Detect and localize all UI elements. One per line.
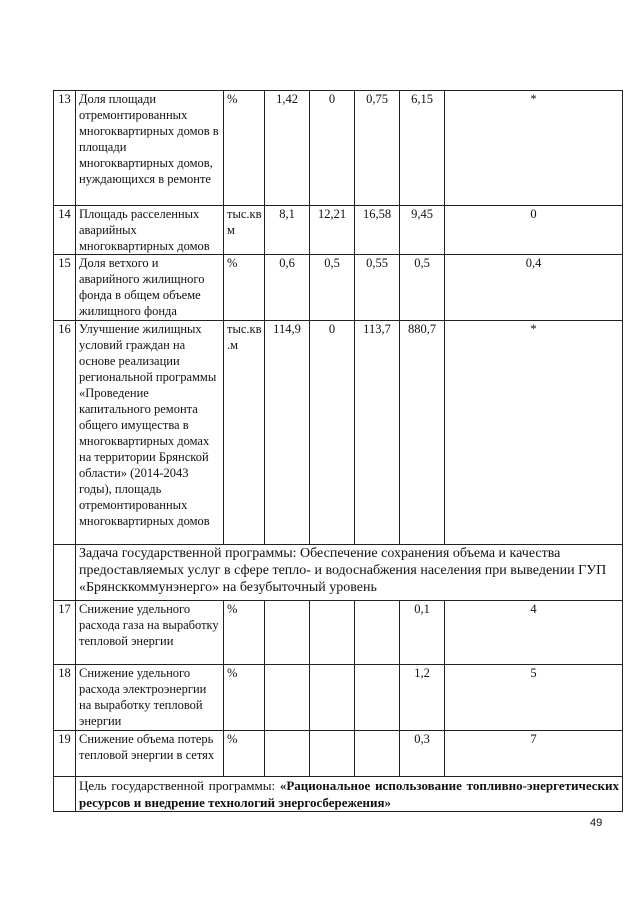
value-cell: 0,55 [355, 255, 400, 321]
value-cell [265, 601, 310, 665]
value-cell: 880,7 [400, 321, 445, 545]
value-cell: 12,21 [310, 206, 355, 255]
value-cell [310, 665, 355, 731]
goal-heading [76, 777, 623, 812]
value-cell [355, 731, 400, 777]
row-number: 14 [54, 206, 76, 255]
value-cell: 0 [310, 91, 355, 206]
unit-cell: % [224, 255, 265, 321]
value-cell: 0,5 [400, 255, 445, 321]
table-row [54, 255, 623, 321]
unit-cell: % [224, 665, 265, 731]
goal-row [54, 777, 623, 812]
unit-cell: % [224, 731, 265, 777]
table-row [54, 91, 623, 206]
value-cell: 0,5 [310, 255, 355, 321]
row-number: 13 [54, 91, 76, 206]
value-cell: 114,9 [265, 321, 310, 545]
value-cell: 1,42 [265, 91, 310, 206]
indicators-table [53, 90, 623, 812]
value-cell: 9,45 [400, 206, 445, 255]
task-heading: Задача государственной программы: Обеспечение сохранения объема и качества предоставляемых услуг в сфере тепло- и водоснабжения населения при выведении ГУП «Брянсккоммунэнерго» на безубыточный уровень [76, 545, 623, 601]
value-cell: * [445, 321, 623, 545]
indicator-name: Площадь расселенных аварийных многоквартирных домов [76, 206, 224, 255]
task-row [54, 545, 623, 601]
unit-cell: тыс.кв .м [224, 321, 265, 545]
table-row [54, 206, 623, 255]
goal-title: «Рациональное использование топливно-энергетических ресурсов и внедрение технологий энергосбережения» [79, 778, 619, 810]
indicator-name: Доля ветхого и аварийного жилищного фонда в общем объеме жилищного фонда [76, 255, 224, 321]
value-cell [355, 601, 400, 665]
value-cell: 8,1 [265, 206, 310, 255]
row-number: 16 [54, 321, 76, 545]
table-row [54, 731, 623, 777]
indicator-name: Снижение объема потерь тепловой энергии в сетях [76, 731, 224, 777]
value-cell: 0,4 [445, 255, 623, 321]
table-row [54, 665, 623, 731]
value-cell: 5 [445, 665, 623, 731]
page-number: 49 [590, 817, 603, 829]
value-cell: 0,6 [265, 255, 310, 321]
unit-cell: % [224, 91, 265, 206]
unit-cell: тыс.кв м [224, 206, 265, 255]
value-cell: 0,1 [400, 601, 445, 665]
value-cell: 0,75 [355, 91, 400, 206]
row-number: 19 [54, 731, 76, 777]
indicator-name: Снижение удельного расхода газа на выработку тепловой энергии [76, 601, 224, 665]
value-cell: 1,2 [400, 665, 445, 731]
value-cell: * [445, 91, 623, 206]
value-cell [310, 731, 355, 777]
value-cell: 7 [445, 731, 623, 777]
indicator-name: Улучшение жилищных условий граждан на основе реализации региональной программы «Проведение капитального ремонта общего имущества в многоквартирных домах на территории Брянской области» (2014-2043 годы), площадь отремонтированных многоквартирных домов [76, 321, 224, 545]
value-cell: 0 [310, 321, 355, 545]
table-row [54, 601, 623, 665]
unit-cell: % [224, 601, 265, 665]
value-cell [265, 665, 310, 731]
goal-prefix: Цель государственной программы: [79, 778, 280, 793]
value-cell: 0,3 [400, 731, 445, 777]
value-cell: 4 [445, 601, 623, 665]
value-cell: 6,15 [400, 91, 445, 206]
value-cell: 113,7 [355, 321, 400, 545]
indicator-name: Доля площади отремонтированных многоквартирных домов в площади многоквартирных домов, нуждающихся в ремонте [76, 91, 224, 206]
row-number: 17 [54, 601, 76, 665]
value-cell [265, 731, 310, 777]
value-cell: 16,58 [355, 206, 400, 255]
table-row [54, 321, 623, 545]
indicator-name: Снижение удельного расхода электроэнергии на выработку тепловой энергии [76, 665, 224, 731]
value-cell: 0 [445, 206, 623, 255]
value-cell [310, 601, 355, 665]
value-cell [355, 665, 400, 731]
row-number: 18 [54, 665, 76, 731]
row-number: 15 [54, 255, 76, 321]
